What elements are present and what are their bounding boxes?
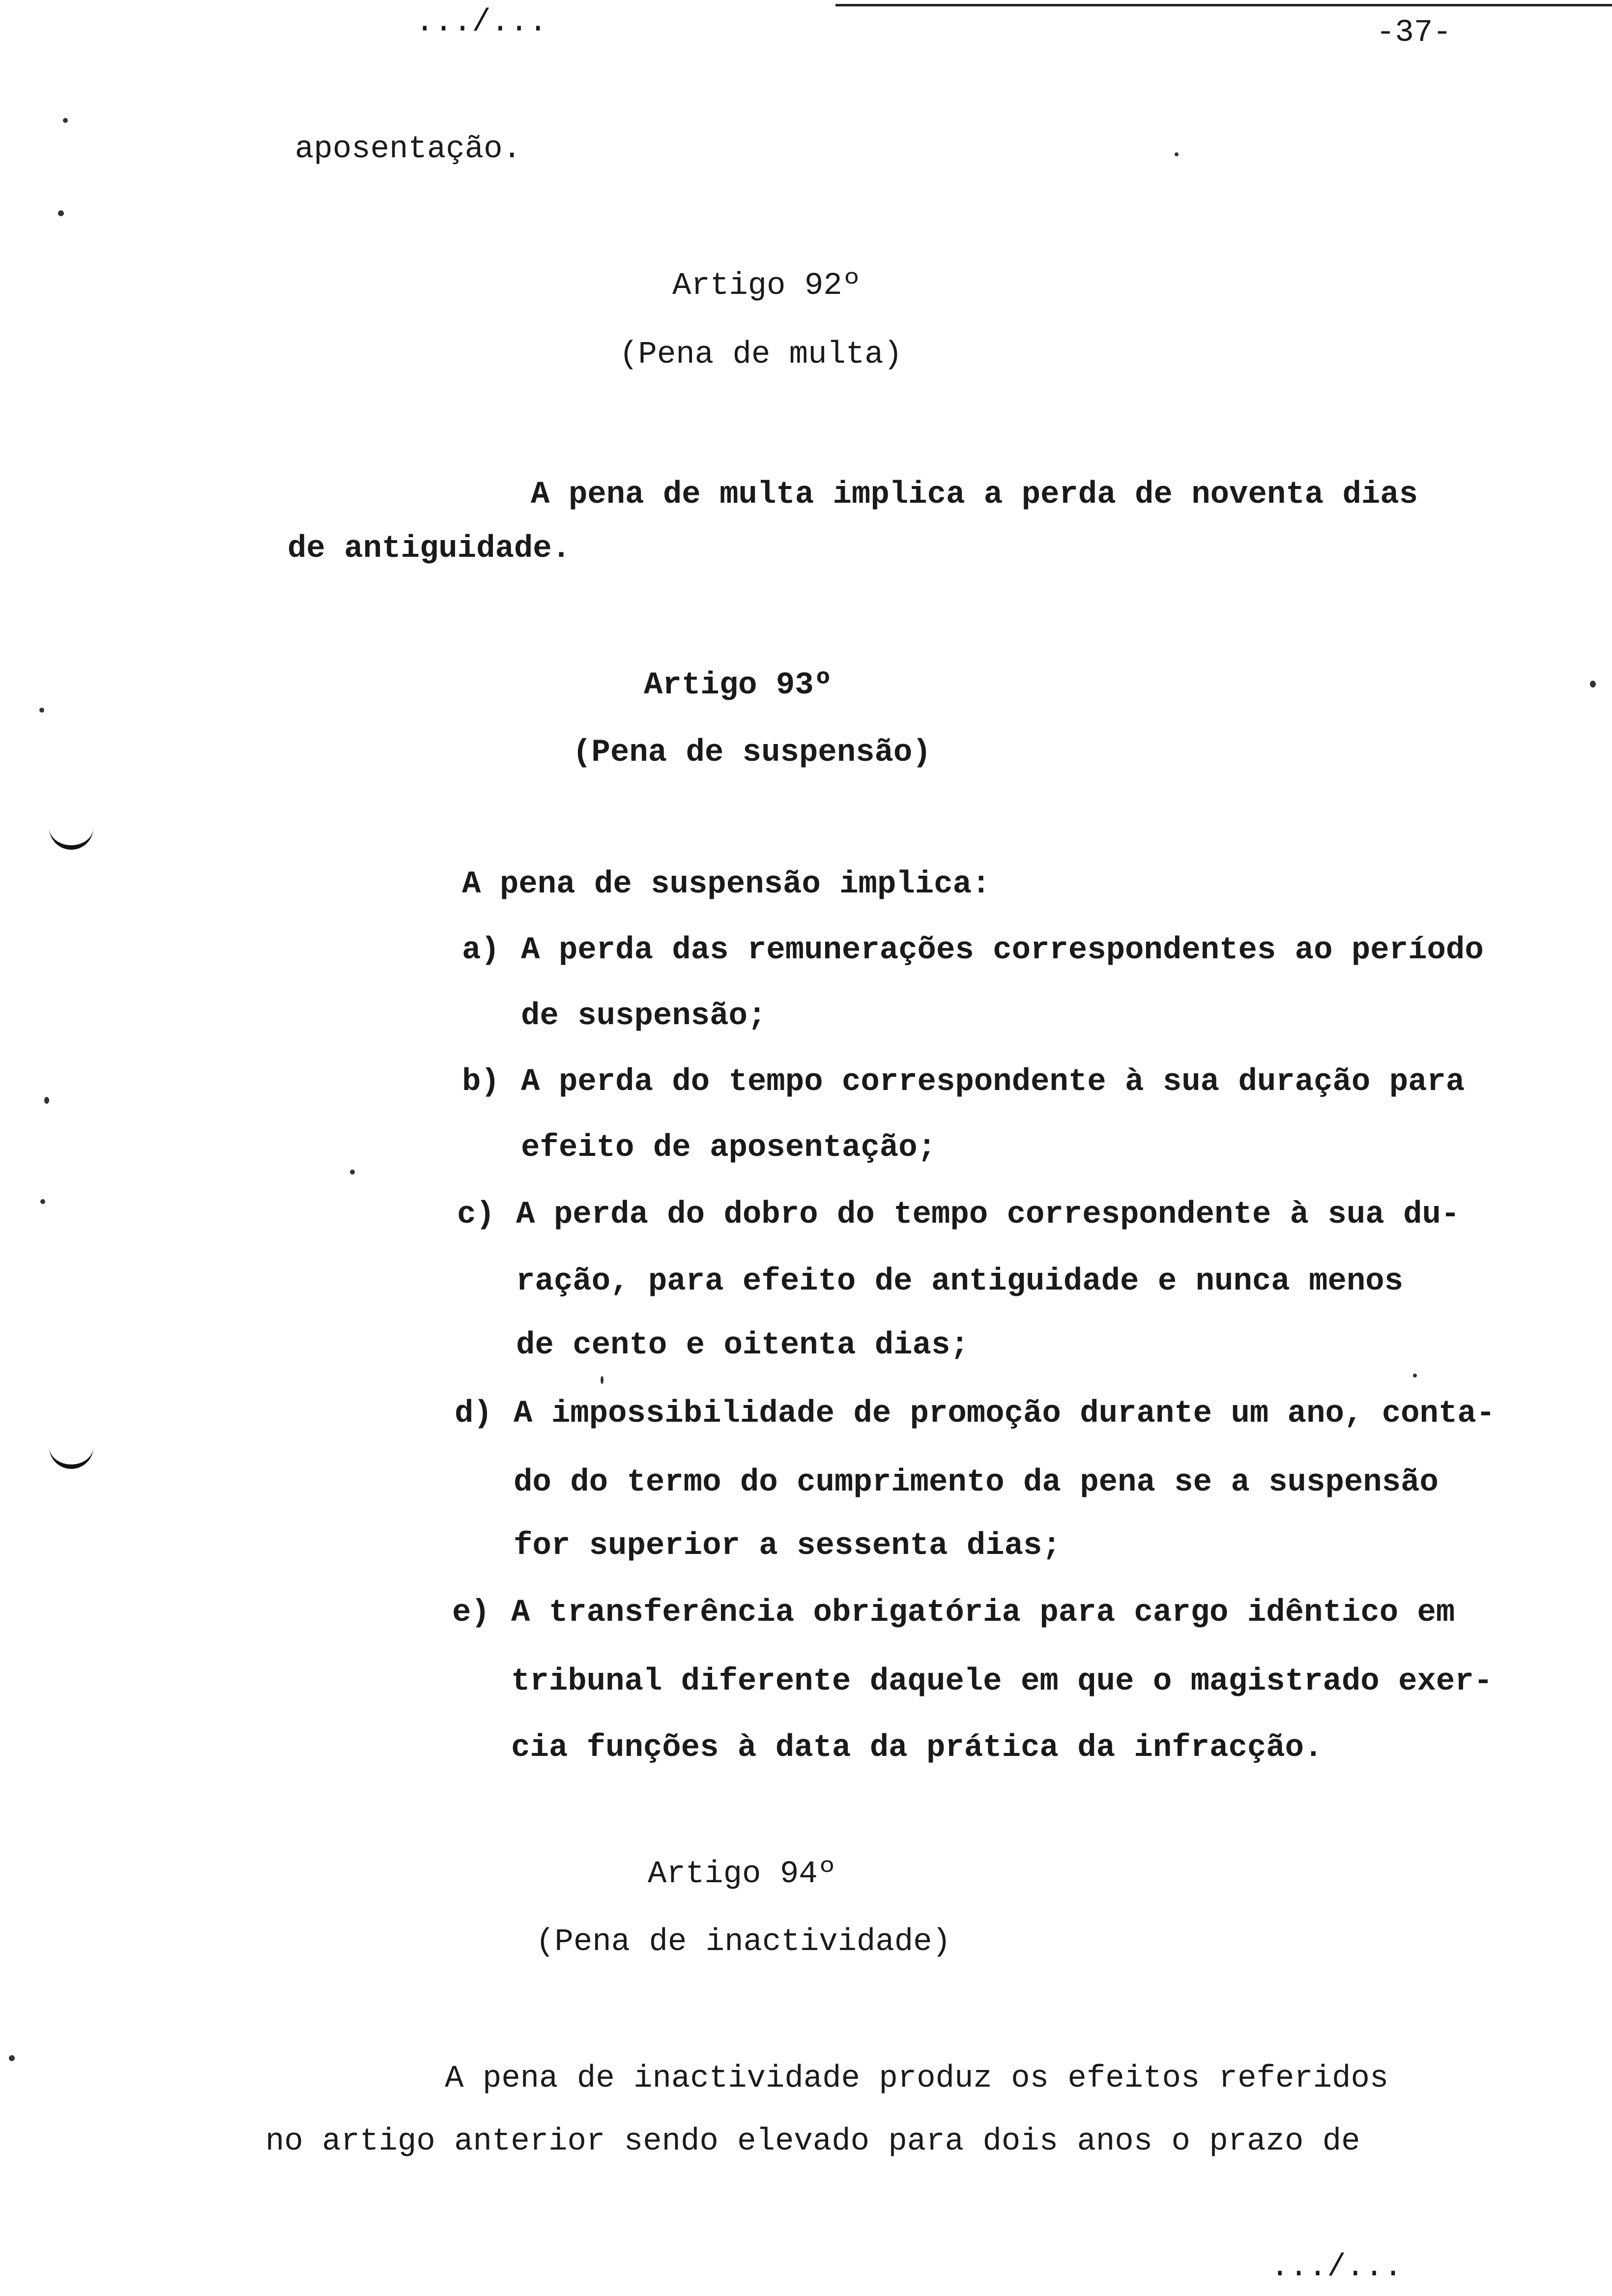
scan-speck [1590, 681, 1596, 688]
scan-speck [350, 1170, 355, 1175]
item-line: for superior a sessenta dias; [514, 1528, 1061, 1564]
article-94-title: Artigo 94º [648, 1857, 837, 1892]
lead-text: aposentação. [295, 132, 521, 167]
item-line: A transferência obrigatória para cargo idêntico em [511, 1595, 1455, 1631]
article-93-subtitle: (Pena de suspensão) [573, 735, 931, 771]
article-92-body-line-1: A pena de multa implica a perda de noventa dias [531, 477, 1418, 513]
item-line: A impossibilidade de promoção durante um ano, conta- [514, 1396, 1496, 1432]
punch-hole-mark [49, 826, 93, 850]
punch-hole-mark [49, 1445, 93, 1469]
item-line: de suspensão; [521, 999, 767, 1034]
item-line: efeito de aposentação; [521, 1130, 936, 1166]
article-94-subtitle: (Pena de inactividade) [536, 1924, 951, 1960]
item-marker: c) [457, 1197, 495, 1233]
item-line: tribunal diferente daquele em que o magistrado exer- [511, 1664, 1493, 1699]
continuation-bottom: .../... [1270, 2250, 1403, 2285]
item-line: A perda do dobro do tempo correspondente à sua du- [516, 1197, 1460, 1233]
article-93-intro: A pena de suspensão implica: [462, 867, 991, 902]
article-92-body-line-2: de antiguidade. [288, 531, 571, 567]
item-line: A perda do tempo correspondente à sua duração para [521, 1064, 1465, 1100]
item-line: do do termo do cumprimento da pena se a suspensão [514, 1465, 1439, 1500]
article-93-title: Artigo 93º [644, 668, 833, 703]
item-marker: d) [455, 1396, 492, 1432]
scan-speck [601, 1376, 604, 1384]
top-rule [835, 4, 1612, 6]
item-marker: a) [462, 933, 500, 968]
scan-speck [63, 118, 68, 123]
item-marker: e) [452, 1595, 490, 1631]
scan-speck [9, 2055, 15, 2061]
scan-speck [58, 210, 64, 216]
continuation-top: .../... [415, 5, 547, 40]
item-line: ração, para efeito de antiguidade e nunca menos [516, 1264, 1404, 1299]
item-marker: b) [462, 1064, 500, 1100]
item-line: A perda das remunerações correspondentes ao período [521, 933, 1484, 968]
article-92-subtitle: (Pena de multa) [619, 337, 903, 373]
article-92-title: Artigo 92º [672, 268, 862, 304]
page-number: -37- [1376, 15, 1452, 51]
scan-speck [1413, 1374, 1417, 1378]
scan-speck [44, 1097, 49, 1104]
article-94-body-line-1: A pena de inactividade produz os efeitos referidos [445, 2061, 1389, 2096]
scan-speck [39, 708, 44, 713]
item-line: cia funções à data da prática da infracção. [511, 1730, 1323, 1766]
scan-speck [40, 1199, 45, 1204]
scan-speck [1175, 152, 1179, 156]
item-line: de cento e oitenta dias; [516, 1328, 969, 1363]
article-94-body-line-2: no artigo anterior sendo elevado para dois anos o prazo de [265, 2124, 1360, 2159]
